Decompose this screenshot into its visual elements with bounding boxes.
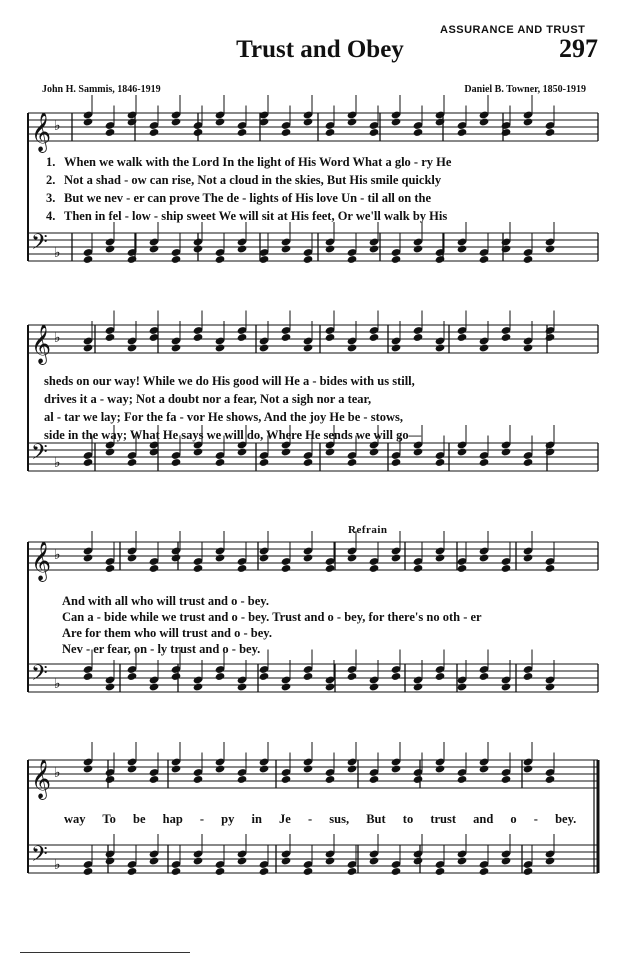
notehead: [105, 244, 116, 253]
notehead: [545, 856, 556, 865]
treble-clef-icon: 𝄞: [31, 112, 52, 152]
verse-line: 2. Not a shad - ow can rise, Not a cloud in the skies, But His smile quickly: [46, 173, 442, 187]
notehead: [215, 343, 226, 352]
notehead: [105, 564, 116, 573]
notehead: [325, 564, 336, 573]
notehead: [303, 255, 314, 264]
notehead: [479, 458, 490, 467]
bass-clef-icon: 𝄢: [31, 440, 48, 470]
bass-clef-icon: 𝄢: [31, 661, 48, 691]
verse-line: drives it a - way; Not a doubt nor a fear, Not a sigh nor a tear,: [44, 392, 372, 406]
notehead: [523, 458, 534, 467]
notehead: [413, 775, 424, 784]
notehead: [347, 117, 358, 126]
notehead: [545, 244, 556, 253]
flat-icon: ♭: [54, 765, 61, 781]
verse-line: Nev - er fear, on - ly trust and o - bey.: [62, 642, 261, 656]
notehead: [215, 553, 226, 562]
notehead: [83, 343, 94, 352]
notehead: [523, 343, 534, 352]
notehead: [435, 764, 446, 773]
notehead: [171, 255, 182, 264]
flat-icon: ♭: [54, 118, 61, 134]
notehead: [413, 128, 424, 137]
notehead: [369, 128, 380, 137]
notehead: [545, 682, 556, 691]
notehead: [281, 333, 292, 342]
hymn-title: Trust and Obey: [236, 36, 404, 63]
notehead: [347, 255, 358, 264]
notehead: [281, 856, 292, 865]
notehead: [193, 856, 204, 865]
notehead: [325, 775, 336, 784]
notehead: [479, 117, 490, 126]
notehead: [237, 128, 248, 137]
notehead: [83, 255, 94, 264]
notehead: [237, 447, 248, 456]
verse-line: al - tar we lay; For the fa - vor He shows, And the joy He be - stows,: [44, 410, 403, 424]
notehead: [149, 128, 160, 137]
notehead: [127, 343, 138, 352]
notehead: [237, 682, 248, 691]
notehead: [281, 128, 292, 137]
notehead: [149, 244, 160, 253]
verse-line: And with all who will trust and o - bey.: [62, 594, 269, 608]
notehead: [215, 764, 226, 773]
flat-icon: ♭: [54, 330, 61, 346]
refrain-label: Refrain: [348, 524, 388, 536]
notehead: [105, 128, 116, 137]
notehead: [501, 128, 512, 137]
notehead: [391, 255, 402, 264]
section-heading: ASSURANCE AND TRUST: [440, 24, 586, 36]
notehead: [105, 775, 116, 784]
flat-icon: ♭: [54, 547, 61, 563]
notehead: [501, 447, 512, 456]
notehead: [171, 553, 182, 562]
notehead: [347, 553, 358, 562]
bass-clef-icon: 𝄢: [31, 230, 48, 260]
verse-line: sheds on our way! While we do His good will He a - bides with us still,: [44, 374, 415, 388]
treble-clef-icon: 𝄞: [31, 759, 52, 799]
notehead: [391, 343, 402, 352]
notehead: [413, 244, 424, 253]
notehead: [435, 553, 446, 562]
notehead: [193, 333, 204, 342]
notehead: [171, 117, 182, 126]
notehead: [105, 682, 116, 691]
notehead: [303, 764, 314, 773]
notehead: [281, 682, 292, 691]
notehead: [259, 672, 270, 681]
notehead: [237, 244, 248, 253]
notehead: [391, 867, 402, 876]
notehead: [149, 682, 160, 691]
notehead: [435, 255, 446, 264]
notehead: [215, 255, 226, 264]
notehead: [171, 764, 182, 773]
notehead: [347, 458, 358, 467]
notehead: [171, 672, 182, 681]
notehead: [523, 764, 534, 773]
notehead: [347, 764, 358, 773]
notehead: [127, 255, 138, 264]
notehead: [457, 128, 468, 137]
notehead: [303, 867, 314, 876]
flat-icon: ♭: [54, 857, 61, 873]
notehead: [325, 856, 336, 865]
notehead: [281, 775, 292, 784]
notehead: [545, 447, 556, 456]
notehead: [457, 564, 468, 573]
treble-clef-icon: 𝄞: [31, 541, 52, 581]
verse-line: Are for them who will trust and o - bey.: [62, 626, 272, 640]
notehead: [215, 672, 226, 681]
notehead: [259, 343, 270, 352]
flat-icon: ♭: [54, 455, 61, 471]
notehead: [479, 672, 490, 681]
notehead: [237, 856, 248, 865]
notehead: [523, 867, 534, 876]
notehead: [127, 867, 138, 876]
notehead: [479, 867, 490, 876]
notehead: [369, 856, 380, 865]
notehead: [193, 447, 204, 456]
notehead: [325, 128, 336, 137]
notehead: [105, 447, 116, 456]
notehead: [435, 458, 446, 467]
notehead: [369, 333, 380, 342]
notehead: [523, 672, 534, 681]
notehead: [105, 333, 116, 342]
notehead: [83, 764, 94, 773]
notehead: [435, 867, 446, 876]
notehead: [259, 458, 270, 467]
notehead: [83, 458, 94, 467]
bass-clef-icon: 𝄢: [31, 842, 48, 872]
notehead: [83, 867, 94, 876]
notehead: [457, 775, 468, 784]
notehead: [369, 244, 380, 253]
notehead: [193, 128, 204, 137]
notehead: [303, 343, 314, 352]
notehead: [545, 333, 556, 342]
notehead: [413, 682, 424, 691]
notehead: [215, 867, 226, 876]
notehead: [347, 343, 358, 352]
notehead: [413, 856, 424, 865]
treble-clef-icon: 𝄞: [31, 324, 52, 364]
notehead: [237, 775, 248, 784]
notehead: [149, 775, 160, 784]
notehead: [127, 553, 138, 562]
notehead: [193, 775, 204, 784]
notehead: [479, 255, 490, 264]
notehead: [303, 117, 314, 126]
notehead: [523, 117, 534, 126]
notehead: [193, 244, 204, 253]
notehead: [83, 117, 94, 126]
notehead: [303, 672, 314, 681]
notehead: [193, 564, 204, 573]
notehead: [457, 333, 468, 342]
notehead: [479, 343, 490, 352]
notehead: [237, 564, 248, 573]
notehead: [237, 333, 248, 342]
flat-icon: ♭: [54, 676, 61, 692]
notehead: [501, 333, 512, 342]
notehead: [413, 564, 424, 573]
notehead: [83, 672, 94, 681]
notehead: [127, 458, 138, 467]
notehead: [325, 682, 336, 691]
notehead: [479, 764, 490, 773]
notehead: [127, 117, 138, 126]
notehead: [149, 856, 160, 865]
notehead: [501, 856, 512, 865]
notehead: [83, 553, 94, 562]
notehead: [281, 447, 292, 456]
notehead: [545, 128, 556, 137]
notehead: [281, 564, 292, 573]
notehead: [523, 255, 534, 264]
notehead: [479, 553, 490, 562]
notehead: [171, 458, 182, 467]
notehead: [457, 856, 468, 865]
notehead: [171, 343, 182, 352]
verse-line: 3. But we nev - er can prove The de - lights of His love Un - til all on the: [46, 191, 432, 205]
verse-line: way To be hap - py in Je - sus, But to trust and o - bey.: [64, 812, 577, 826]
notehead: [501, 244, 512, 253]
notehead: [193, 682, 204, 691]
notehead: [259, 764, 270, 773]
verse-line: 4. Then in fel - low - ship sweet We will sit at His feet, Or we'll walk by His: [46, 209, 448, 223]
notehead: [259, 867, 270, 876]
notehead: [435, 343, 446, 352]
notehead: [545, 775, 556, 784]
verse-line: side in the way; What He says we will do, Where He sends we will go—: [44, 428, 422, 442]
notehead: [215, 458, 226, 467]
footer-rule: [20, 952, 190, 953]
notehead: [215, 117, 226, 126]
notehead: [369, 447, 380, 456]
notehead: [259, 553, 270, 562]
verse-line: 1. When we walk with the Lord In the light of His Word What a glo - ry He: [46, 155, 452, 169]
notehead: [391, 553, 402, 562]
notehead: [501, 564, 512, 573]
notehead: [171, 867, 182, 876]
notehead: [127, 764, 138, 773]
notehead: [303, 553, 314, 562]
notehead: [347, 867, 358, 876]
hymn-number: 297: [559, 34, 598, 63]
notehead: [149, 564, 160, 573]
verse-line: Can a - bide while we trust and o - bey. Trust and o - bey, for there's no oth - er: [62, 610, 482, 624]
notehead: [347, 672, 358, 681]
notehead: [413, 333, 424, 342]
notehead: [501, 775, 512, 784]
notehead: [369, 564, 380, 573]
flat-icon: ♭: [54, 245, 61, 261]
notehead: [325, 333, 336, 342]
author-credit: John H. Sammis, 1846-1919: [42, 84, 161, 95]
notehead: [391, 672, 402, 681]
composer-credit: Daniel B. Towner, 1850-1919: [464, 84, 586, 95]
notehead: [435, 117, 446, 126]
notehead: [457, 447, 468, 456]
notehead: [545, 564, 556, 573]
notehead: [391, 117, 402, 126]
notehead: [127, 672, 138, 681]
notehead: [457, 244, 468, 253]
notehead: [303, 458, 314, 467]
notehead: [523, 553, 534, 562]
notehead: [369, 682, 380, 691]
notehead: [281, 244, 292, 253]
notehead: [413, 447, 424, 456]
notehead: [457, 682, 468, 691]
notehead: [325, 447, 336, 456]
notehead: [435, 672, 446, 681]
notehead: [391, 764, 402, 773]
notehead: [369, 775, 380, 784]
notehead: [501, 682, 512, 691]
notehead: [391, 458, 402, 467]
notehead: [105, 856, 116, 865]
notehead: [325, 244, 336, 253]
